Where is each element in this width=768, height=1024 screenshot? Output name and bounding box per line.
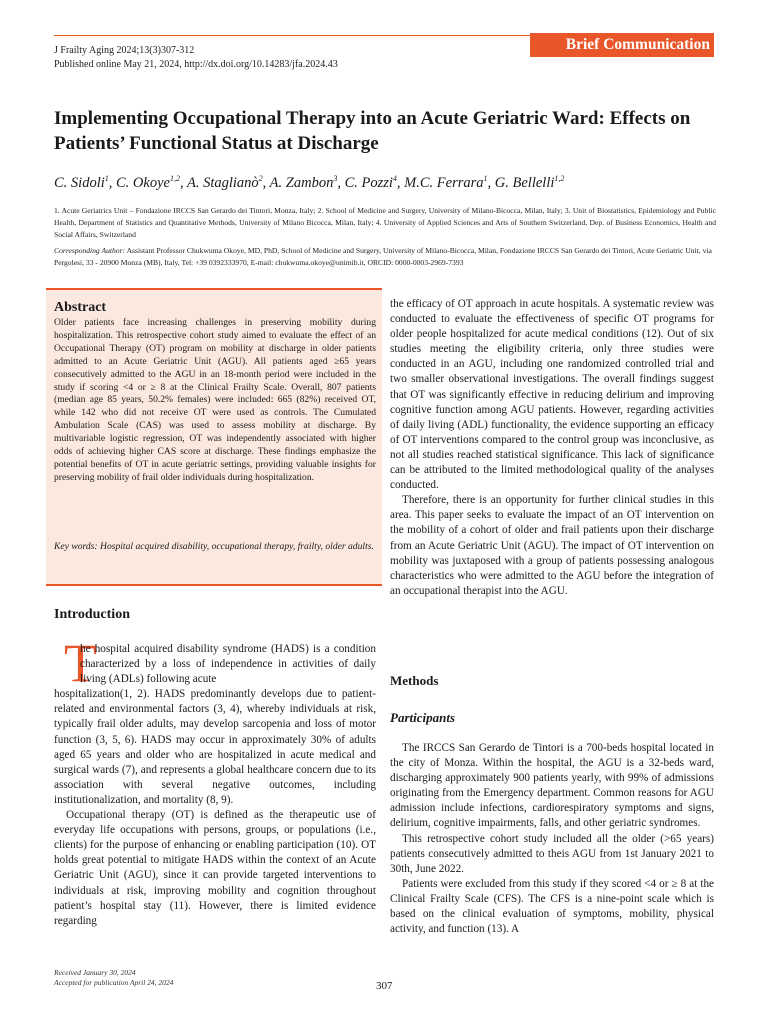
corresponding-details: Assistant Professor Chukwuma Okoye, MD, PhD, School of Medicine and Surgery, University of Milano-Bicocca, Milan, Fondazione IRCCS San Gerardo dei Tintori, Acute Geriatric Unit, via Pergolesi, 33 - 20900 Monza (MB), Italy, Tel: +39 0392333970, E-mail: chukwuma.okoye@unimib.it, ORCID: 0000-0003-2969-7393	[54, 246, 712, 267]
participants-body	[390, 741, 714, 937]
intro-paragraph-1-start: he hospital acquired disability syndrome (HADS) is a condition characterized by a loss of independence in activities of daily living (ADLs) following acute	[80, 643, 376, 686]
paragraph: The IRCCS San Gerardo de Tintori is a 700-beds hospital located in the city of Monza. Within the hospital, the AGU is a 32-beds ward, discharging approximately 900 patients yearly, with 99% of admissions originating from the Emergency department. Common reasons for AGU admission include infections, cardiorespiratory symptoms and signs, delirium, cognitive impairments, falls, and other geriatric syndromes.	[390, 742, 714, 830]
abstract-bottom-rule	[46, 584, 382, 586]
methods-heading: Methods	[390, 673, 439, 688]
abstract-top-rule	[46, 288, 382, 290]
paragraph: Patients were excluded from this study if they scored <4 or ≥ 8 at the Clinical Frailty Scale (CFS). The CFS is a nine-point scale which is based on the clinical evaluation of symptoms, mobility, physical activity, and function (13). A	[390, 877, 714, 936]
journal-info	[54, 44, 338, 72]
accepted-date: Accepted for publication April 24, 2024	[54, 978, 174, 987]
article-title: Implementing Occupational Therapy into an Acute Geriatric Ward: Effects on Patients’ Functional Status at Discharge	[54, 108, 691, 154]
abstract-heading: Abstract	[54, 300, 107, 315]
journal-citation: J Frailty Aging 2024;13(3)307-312	[54, 45, 195, 56]
paragraph: Therefore, there is an opportunity for further clinical studies in this area. This paper seeks to evaluate the impact of an OT intervention on the mobility of a cohort of older and frail patients upon their discharge from an Acute Geriatric Unit (AGU). The impact of OT intervention on mobility was juxtaposed with a group of patients possessing analogous characteristics who were admitted to the AGU before the integration of an occupational therapist into the AGU.	[390, 494, 714, 597]
journal-doi: Published online May 21, 2024, http://dx.doi.org/10.14283/jfa.2024.43	[54, 59, 338, 70]
abstract-text: Older patients face increasing challenges in preserving mobility during hospitalization. This retrospective cohort study aimed to evaluate the effect of an Occupational Therapy (OT) program on mobility at discharge in older patients admitted to an Acute Geriatric Unit (AGU). All patients aged ≥65 years consecutively admitted to the AGU in an 18-month period were included in the study if scoring <4 or ≥ 8 at the Clinical Frailty Scale. Overall, 807 patients (median age 85 years, 50.2% females) were included: 665 (82%) received OT, while 142 who did not receive OT were used as controls. The Cumulated Ambulation Scale (CAS) was used to assess mobility at discharge. By multivariable logistic regression, OT was independently associated with higher odds of achieving higher CAS score at discharge. These findings emphasize the potential benefits of OT in acute geriatric settings, providing valuable insights for preserving mobility of frail older individuals during hospitalization.	[54, 317, 376, 483]
page-number: 307	[376, 980, 393, 992]
author: M.C. Ferrara$^1$,	[404, 174, 495, 191]
paragraph: This retrospective cohort study included all the older (>65 years) patients consecutively admitted to theis AGU from 1st January 2021 to 30th, June 2022.	[390, 832, 714, 875]
intro-paragraph-2: Occupational therapy (OT) is defined as the therapeutic use of everyday life occupations with persons, groups, or populations (i.e., clients) for the purpose of enhancing or enabling participation (10). OT holds great potential to mitigate HADS within the context of an Acute Geriatric Unit (AGU), since it can provide targeted interventions to individuals at risk, improving mobility and cognition throughout patient’s hospital stay (11). However, there is limited evidence regarding	[54, 809, 376, 927]
submission-dates	[54, 968, 173, 988]
introduction-heading: Introduction	[54, 607, 130, 622]
author: A. Staglianò$^2$,	[186, 174, 270, 191]
drop-cap: T	[64, 633, 97, 693]
affiliations: 1. Acute Geriatrics Unit – Fondazione IRCCS San Gerardo dei Tintori, Monza, Italy; 2. School of Medicine and Surgery, University of Milano-Bicocca, Milan, Italy; 3. Unit of Biostatistics, Epidemiology and Public Health, Department of Statistics and Quantitative Methods, University of Milano Bicocca, Milan, Italy; 4. University of Applied Sciences and Arts of Southern Switzerland, Dep. of Business Economics, Health and Social Affairs, Switzerland	[54, 206, 716, 239]
paragraph: the efficacy of OT approach in acute hospitals. A systematic review was conducted to evaluate the effectiveness of specific OT programs for older people hospitalized for acute medical conditions (12). Out of six studies meeting the eligibility criteria, only three studies were conducted in an AGU, including one randomized controlled trial and two smaller observational investigations. The overall findings suggest that OT was significantly effective in reducing delirium and improving cognitive function among AGU patients. However, regarding activities of daily living (ADL) functionality, the evidence supporting an efficacy of OT interventions compared to the control group was inconclusive, as not all studies reached statistical significance. This lack of significance can be attributed to the limited methodological quality of the analyses conducted.	[390, 298, 714, 492]
keywords: Key words: Hospital acquired disability, occupational therapy, frailty, older adults.	[54, 541, 374, 552]
author: C. Pozzi$^4$,	[344, 174, 405, 191]
article-type-tag: Brief Communication	[530, 33, 714, 57]
author: A. Zambon$^3$,	[269, 174, 345, 191]
introduction-body	[54, 642, 376, 929]
right-column-body	[390, 297, 714, 599]
author-list	[54, 169, 714, 193]
participants-heading: Participants	[390, 710, 456, 725]
corresponding-author	[54, 245, 716, 269]
author: G. Bellelli$^{1,2}$	[494, 174, 565, 191]
author: C. Okoye$^{1,2}$,	[116, 174, 187, 191]
author: C. Sidoli$^1$,	[54, 174, 117, 191]
received-date: Received January 30, 2024	[54, 968, 136, 977]
intro-paragraph-1-rest: hospitalization(1, 2). HADS predominantly develops due to patient-related and environmental factors (3, 4), whereby individuals at risk, typically frail older adults, may develop sarcopenia and loss of motor function (3, 5, 6). HADS may occur in approximately 30% of adults aged 65 years and older who are hospitalized in acute medical and surgical wards (7), and represents a global healthcare concern due to its association with several negative outcomes, including institutionalization, and mortality (8, 9).	[54, 688, 376, 806]
corresponding-label: Corresponding Author:	[54, 246, 126, 255]
